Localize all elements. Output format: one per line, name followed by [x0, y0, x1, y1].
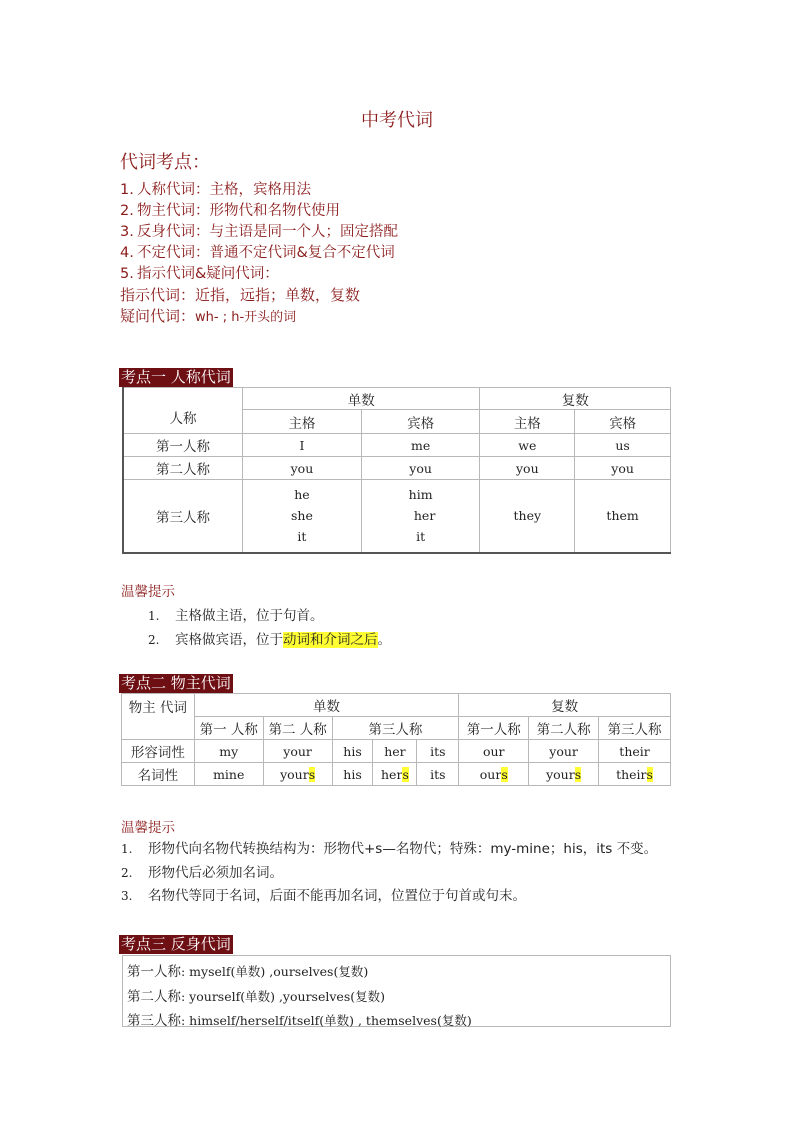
reflexive-forms: : myself(单数) ,ourselves(复数): [181, 964, 369, 979]
list-item: [121, 838, 657, 862]
page-title: 中考代词: [361, 110, 433, 131]
table-cell: us: [575, 434, 671, 457]
table-row: [123, 388, 671, 410]
tips-list: [121, 838, 657, 909]
table-row: [122, 717, 671, 740]
list-text: 主格做主语，位于句首。: [175, 608, 324, 624]
list-item: [148, 604, 391, 628]
table-cell: me: [361, 434, 480, 457]
plural-header: 复数: [480, 388, 671, 410]
reflexive-forms: : yourself(单数) ,yourselves(复数): [181, 988, 385, 1004]
noun-base: their: [616, 766, 647, 782]
reflexive-line: [127, 985, 670, 1010]
table-cell: [373, 763, 417, 786]
table-cell: 名词性: [122, 763, 195, 786]
table-cell: their: [599, 740, 671, 763]
table-cell: [263, 763, 332, 786]
table-row: [123, 434, 671, 457]
list-number: 1.: [121, 842, 133, 856]
table-row: [123, 480, 671, 553]
list-number: 2.: [120, 203, 134, 219]
table-cell: 第一 人称: [194, 717, 263, 740]
obj-header: 宾格: [361, 410, 480, 434]
noun-suffix: s: [402, 766, 409, 782]
overview-heading: 代词考点：: [120, 152, 210, 173]
tips-title: 温馨提示: [121, 820, 175, 836]
corner-cell: 物主 代词: [122, 694, 195, 740]
noun-base: your: [280, 766, 309, 782]
list-text: 宾格做宾语，位于: [175, 632, 283, 648]
list-number: 1.: [148, 609, 160, 623]
reflexive-forms: : himself/herself/itself(单数) , themselves(复数): [181, 1013, 472, 1028]
list-item: [120, 180, 398, 201]
noun-base: our: [479, 766, 502, 782]
singular-header: 单数: [243, 388, 480, 410]
table-cell: [194, 763, 263, 786]
interrogative-label: 疑问代词：: [120, 307, 196, 325]
tips-list: [148, 604, 391, 652]
table-cell: its: [417, 740, 459, 763]
table-cell: them: [575, 480, 671, 553]
subj-header: 主格: [243, 410, 362, 434]
table-cell: our: [459, 740, 529, 763]
table-cell: his: [332, 740, 373, 763]
table-cell: you: [575, 457, 671, 480]
table-cell: [243, 480, 362, 553]
pronoun-line: he: [294, 487, 310, 503]
possessive-pronoun-table: [121, 693, 671, 786]
list-item: [120, 264, 398, 285]
table-cell: her: [373, 740, 417, 763]
section1-label: 考点一 人称代词: [121, 368, 231, 386]
pronoun-line: it: [416, 529, 426, 545]
pronoun-line: him: [408, 487, 433, 503]
list-number: 3.: [120, 224, 134, 240]
list-text: 物主代词：形物代和名物代使用: [137, 203, 340, 219]
table-cell: they: [480, 480, 575, 553]
list-item: [120, 201, 398, 222]
list-text: 人称代词：主格，宾格用法: [137, 182, 311, 198]
table-cell: [332, 763, 373, 786]
noun-suffix: s: [501, 766, 508, 782]
person-label: 第一人称: [127, 964, 181, 980]
list-number: 2.: [148, 633, 160, 647]
noun-base: your: [546, 766, 575, 782]
list-item: [120, 222, 398, 243]
noun-suffix: s: [646, 766, 653, 782]
interrogative-line: [120, 306, 398, 328]
table-cell: 第二人称: [123, 457, 243, 480]
table-cell: [459, 763, 529, 786]
table-cell: you: [361, 457, 480, 480]
list-item: [121, 885, 657, 909]
list-number: 4.: [120, 245, 134, 261]
table-cell: [417, 763, 459, 786]
list-item: [148, 628, 391, 652]
table-cell: 第三人称: [123, 480, 243, 553]
reflexive-line: [127, 960, 670, 985]
table-cell: 第二 人称: [263, 717, 332, 740]
table-cell: [529, 763, 599, 786]
tips-title: 温馨提示: [121, 584, 175, 600]
noun-base: its: [430, 766, 446, 782]
table-cell: 第三人称: [332, 717, 459, 740]
list-text: 形物代后必须加名词。: [148, 864, 283, 881]
table-cell: you: [243, 457, 362, 480]
pronoun-line: she: [291, 508, 313, 524]
table-cell: 第一人称: [123, 434, 243, 457]
plural-header: 复数: [459, 694, 671, 717]
table-cell: 第二人称: [529, 717, 599, 740]
noun-base: her: [381, 766, 403, 782]
person-label: 第三人称: [127, 1013, 181, 1029]
section2-label: 考点二 物主代词: [121, 674, 231, 692]
table-cell: my: [194, 740, 263, 763]
list-number: 3.: [121, 889, 133, 903]
table-row: [123, 457, 671, 480]
noun-base: mine: [213, 766, 245, 782]
personal-pronoun-table: [122, 387, 671, 554]
pronoun-line: it: [297, 529, 307, 545]
reflexive-line: [127, 1009, 670, 1034]
table-row: [122, 694, 671, 717]
table-cell: [361, 480, 480, 553]
list-text: 反身代词：与主语是同一个人；固定搭配: [137, 224, 398, 240]
subj-header: 主格: [480, 410, 575, 434]
list-number: 1.: [120, 182, 134, 198]
table-cell: we: [480, 434, 575, 457]
interrogative-value: wh- ; h-开头的词: [195, 310, 297, 325]
pronoun-line: her: [413, 508, 436, 524]
reflexive-pronoun-box: [122, 955, 671, 1027]
list-number: 2.: [121, 865, 133, 880]
list-item: [121, 862, 657, 886]
list-number: 5.: [120, 266, 134, 282]
list-text: 不定代词：普通不定代词&复合不定代词: [137, 245, 395, 261]
table-cell: 形容词性: [122, 740, 195, 763]
table-cell: your: [529, 740, 599, 763]
table-cell: [599, 763, 671, 786]
noun-suffix: s: [574, 766, 582, 782]
demonstrative-line: 指示代词：近指，远指；单数，复数: [120, 286, 361, 304]
table-cell: 第三人称: [599, 717, 671, 740]
table-cell: your: [263, 740, 332, 763]
table-cell: I: [243, 434, 362, 457]
list-text: 。: [377, 632, 391, 648]
table-row: [122, 763, 671, 786]
noun-base: his: [343, 766, 362, 782]
row-header-cell: 人称: [123, 388, 243, 434]
person-label: 第二人称: [127, 988, 181, 1005]
obj-header: 宾格: [575, 410, 671, 434]
highlighted-text: 动词和介词之后: [283, 632, 378, 648]
section3-label: 考点三 反身代词: [121, 935, 231, 953]
table-cell: you: [480, 457, 575, 480]
table-cell: 第一人称: [459, 717, 529, 740]
list-text: 形物代向名物代转换结构为：形物代+s—名物代；特殊：my-mine；his，its 不变。: [148, 841, 658, 857]
list-item: [120, 243, 398, 264]
noun-suffix: s: [308, 766, 316, 782]
overview-list: [120, 180, 398, 328]
list-text: 名物代等同于名词，后面不能再加名词，位置位于句首或句末。: [148, 888, 526, 904]
singular-header: 单数: [194, 694, 459, 717]
list-text: 指示代词&疑问代词：: [137, 266, 279, 282]
table-row: [122, 740, 671, 763]
